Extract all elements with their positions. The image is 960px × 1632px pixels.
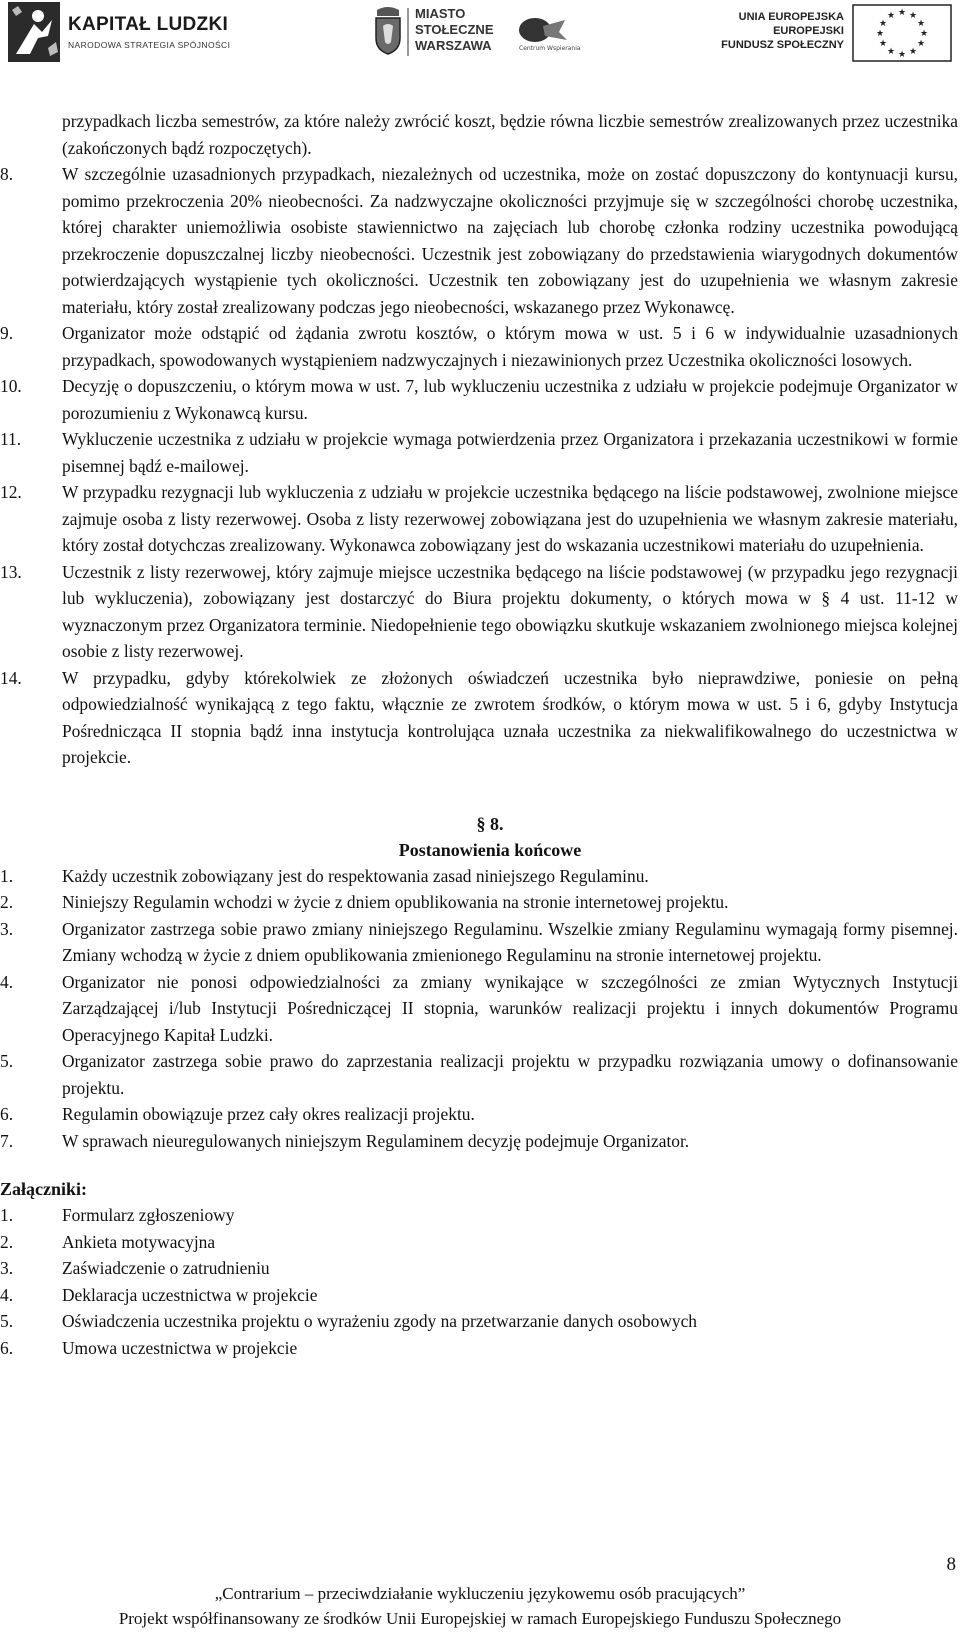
list-item-number: 6. bbox=[0, 1104, 14, 1124]
list-item bbox=[0, 1048, 960, 1101]
warszawa-divider bbox=[407, 8, 409, 56]
attachments-title: Załączniki: bbox=[0, 1179, 88, 1199]
svg-text:★: ★ bbox=[916, 38, 926, 48]
list-item-number: 11. bbox=[0, 429, 22, 449]
page-number: 8 bbox=[946, 1554, 956, 1575]
continuation-paragraph: przypadkach liczba semestrów, za które należy zwrócić koszt, będzie równa liczbie semestrów zrealizowanych przez uczestnika (zakończonych bądź rozpoczętych). bbox=[62, 111, 958, 158]
list-item-number: 14. bbox=[0, 667, 22, 688]
eu-logo bbox=[721, 2, 956, 62]
list-item-number: 5. bbox=[0, 1311, 14, 1331]
list-item bbox=[0, 161, 960, 320]
list-item-text: Deklaracja uczestnictwa w projekcie bbox=[62, 1284, 318, 1305]
list-item bbox=[0, 1255, 960, 1282]
svg-text:★: ★ bbox=[897, 49, 907, 59]
list-item-number: 7. bbox=[0, 1130, 14, 1151]
kapital-ludzki-logo bbox=[8, 2, 231, 62]
list-item-number: 2. bbox=[0, 1231, 14, 1252]
list-item bbox=[0, 1128, 960, 1155]
footer-funding-note: Projekt współfinansowany ze środków Unii Europejskiej w ramach Europejskiego Funduszu Społecznego bbox=[118, 1609, 842, 1628]
kapital-ludzki-subtitle: NARODOWA STRATEGIA SPÓJNOŚCI bbox=[68, 40, 231, 50]
document-body bbox=[0, 108, 960, 1361]
list-item bbox=[0, 1282, 960, 1309]
list-item-number: 4. bbox=[0, 971, 14, 992]
list-item-text: Organizator zastrzega sobie prawo zmiany niniejszego Regulaminu. Wszelkie zmiany Regulaminu wymagają formy pisemnej. Zmiany wchodzą w życie z dniem opublikowania zmienionego Regulaminu na stronie internetowej projektu. bbox=[62, 918, 958, 965]
list-item-number: 13. bbox=[0, 561, 22, 582]
svg-text:★: ★ bbox=[886, 10, 896, 20]
list-item-number: 3. bbox=[0, 1258, 14, 1278]
page-header bbox=[0, 0, 960, 64]
list-item-text: Organizator nie ponosi odpowiedzialności za zmiany wynikające w szczególności ze zmian Wytycznych Instytucji Zarządzającej i/lub Instytucji Pośredniczącej II stopnia, warunków realizacji projektu i innych dokumentów Programu Operacyjnego Kapitał Ludzki. bbox=[62, 971, 958, 1045]
list-item-text: Formularz zgłoszeniowy bbox=[62, 1205, 235, 1225]
list-item bbox=[0, 1308, 960, 1335]
warszawa-name bbox=[415, 6, 494, 54]
list-item-text: Niniejszy Regulamin wchodzi w życie z dniem opublikowania na stronie internetowej projektu. bbox=[62, 892, 729, 912]
list-item-number: 4. bbox=[0, 1284, 14, 1305]
section-title: Postanowienia końcowe bbox=[398, 839, 582, 860]
list-item-text: Oświadczenia uczestnika projektu o wyrażeniu zgody na przetwarzanie danych osobowych bbox=[62, 1311, 697, 1331]
list-item-number: 9. bbox=[0, 323, 14, 343]
svg-text:★: ★ bbox=[878, 18, 888, 28]
list-item-number: 12. bbox=[0, 482, 22, 502]
list-item-text: Ankieta motywacyjna bbox=[62, 1231, 216, 1252]
svg-text:★: ★ bbox=[875, 28, 885, 38]
warsaw-crest-icon bbox=[373, 4, 403, 56]
list-item-text: W przypadku rezygnacji lub wykluczenia z udziału w projekcie uczestnika będącego na liście podstawowej, zwolnione miejsce zajmuje osoba z listy rezerwowej. Osoba z listy rezerwowej zobowiązana jest do uzupełnienia we własnym zakresie materiału, który został dotychczas zrealizowany. Wykonawca zobowiązany jest do wskazania uczestnikowi materiału do uzupełnienia. bbox=[62, 482, 958, 555]
eu-text bbox=[721, 10, 844, 52]
list-item-text: W sprawach nieuregulowanych niniejszym Regulaminem decyzję podejmuje Organizator. bbox=[62, 1130, 690, 1151]
list-item-text: Każdy uczestnik zobowiązany jest do respektowania zasad niniejszego Regulaminu. bbox=[62, 865, 649, 886]
eu-line3: FUNDUSZ SPOŁECZNY bbox=[721, 39, 844, 51]
list-item bbox=[0, 1202, 960, 1229]
list-item-text: Decyzję o dopuszczeniu, o którym mowa w ust. 7, lub wykluczeniu uczestnika z udziału w projekcie podejmuje Organizator w porozumieniu z Wykonawcą kursu. bbox=[62, 376, 958, 423]
list-item bbox=[0, 969, 960, 1049]
list-item bbox=[0, 863, 960, 890]
kapital-ludzki-emblem-icon bbox=[8, 2, 60, 62]
spacer bbox=[0, 771, 960, 811]
eu-flag-icon bbox=[852, 4, 952, 62]
warszawa-line2: STOŁECZNE bbox=[415, 22, 494, 37]
partner-logo-text: Centrum Wspierania bbox=[519, 45, 581, 52]
list-item-text: Zaświadczenie o zatrudnieniu bbox=[62, 1258, 270, 1278]
section-number: § 8. bbox=[476, 813, 504, 834]
list-item bbox=[0, 559, 960, 665]
list-item bbox=[0, 373, 960, 426]
warszawa-line1: MIASTO bbox=[415, 6, 466, 21]
list-item-number: 5. bbox=[0, 1051, 14, 1071]
warszawa-logo bbox=[373, 2, 583, 62]
list-item-text: W szczególnie uzasadnionych przypadkach, niezależnych od uczestnika, może on zostać dopuszczony do kontynuacji kursu, pomimo przekroczenia 20% nieobecności. Za nadzwyczajne okoliczności przyjmuje się w szczególności chorobę uczestnika, której charakter uniemożliwia osobiste stawiennictwo na zajęciach lub chorobę członka rodziny uczestnika powodującą przekroczenie dopuszczalnej liczby nieobecności. Uczestnik jest zobowiązany do przedstawienia wiarygodnych dokumentów potwierdzających wystąpienie tych okoliczności. Uczestnik ten zobowiązany jest do uzupełnienia we własnym zakresie materiału, który został zrealizowany podczas jego nieobecności, wskazanego przez Wykonawcę. bbox=[62, 164, 958, 317]
list-item-text: Organizator może odstąpić od żądania zwrotu kosztów, o którym mowa w ust. 5 i 6 w indywidualnie uzasadnionych przypadkach, spowodowanych wystąpieniem nadzwyczajnych i niezawinionych przez Uczestnika okoliczności losowych. bbox=[62, 323, 958, 370]
svg-text:★: ★ bbox=[919, 28, 929, 38]
list-item bbox=[0, 665, 960, 771]
spacer bbox=[0, 1154, 960, 1176]
svg-text:★: ★ bbox=[878, 38, 888, 48]
list-item-number: 3. bbox=[0, 918, 14, 939]
list-item bbox=[0, 426, 960, 479]
list-item-number: 1. bbox=[0, 1205, 14, 1225]
list-item-number: 10. bbox=[0, 376, 22, 396]
attachments-list bbox=[0, 1202, 960, 1361]
list-item-text: Umowa uczestnictwa w projekcie bbox=[62, 1337, 298, 1358]
warszawa-line3: WARSZAWA bbox=[415, 38, 492, 53]
list-item-text: Wykluczenie uczestnika z udziału w projekcie wymaga potwierdzenia przez Organizatora i przekazania uczestnikowi w formie pisemnej bądź e-mailowej. bbox=[62, 429, 958, 476]
svg-text:★: ★ bbox=[908, 46, 918, 56]
numbered-list-rules bbox=[0, 161, 960, 771]
svg-text:★: ★ bbox=[916, 18, 926, 28]
numbered-list-final-provisions bbox=[0, 863, 960, 1155]
list-item-text: Uczestnik z listy rezerwowej, który zajmuje miejsce uczestnika będącego na liście podstawowej (w przypadku jego rezygnacji lub wykluczenia), zobowiązany jest dostarczyć do Biura projektu dokumenty, o których mowa w § 4 ust. 11-12 w wyznaczonym przez Organizatora terminie. Niedopełnienie tego obowiązku skutkuje wskazaniem zwolnionego miejsca kolejnej osobie z listy rezerwowej. bbox=[62, 561, 958, 661]
list-item bbox=[0, 1335, 960, 1362]
list-item bbox=[0, 1101, 960, 1128]
list-item-number: 6. bbox=[0, 1337, 14, 1358]
list-item bbox=[0, 889, 960, 916]
svg-text:★: ★ bbox=[886, 46, 896, 56]
eu-line2: EUROPEJSKI bbox=[773, 25, 844, 37]
svg-text:★: ★ bbox=[897, 7, 907, 17]
list-item-text: Regulamin obowiązuje przez cały okres realizacji projektu. bbox=[62, 1104, 475, 1124]
list-item bbox=[0, 916, 960, 969]
list-item bbox=[0, 479, 960, 559]
list-item-text: Organizator zastrzega sobie prawo do zaprzestania realizacji projektu w przypadku rozwiązania umowy o dofinansowanie projektu. bbox=[62, 1051, 958, 1098]
kapital-ludzki-title: KAPITAŁ LUDZKI bbox=[68, 14, 229, 35]
list-item bbox=[0, 320, 960, 373]
list-item-text: W przypadku, gdyby którekolwiek ze złożonych oświadczeń uczestnika było nieprawdziwe, poniesie on pełną odpowiedzialność wynikającą z tego faktu, włącznie ze zwrotem środków, o którym mowa w ust. 5 i 6, gdyby Instytucja Pośrednicząca II stopnia bądź inna instytucja kontrolująca uznała uczestnika za niekwalifikowalnego do uczestnictwa w projekcie. bbox=[62, 667, 958, 767]
partner-logo bbox=[513, 12, 581, 57]
list-item bbox=[0, 1229, 960, 1256]
list-item-number: 2. bbox=[0, 892, 14, 912]
eu-line1: UNIA EUROPEJSKA bbox=[738, 11, 844, 23]
footer-project-title: „Contrarium – przeciwdziałanie wykluczeniu językowemu osób pracujących” bbox=[214, 1584, 746, 1603]
svg-text:★: ★ bbox=[908, 10, 918, 20]
list-item-number: 1. bbox=[0, 865, 14, 886]
list-item-number: 8. bbox=[0, 164, 14, 184]
partner-emblem-icon bbox=[513, 12, 581, 52]
